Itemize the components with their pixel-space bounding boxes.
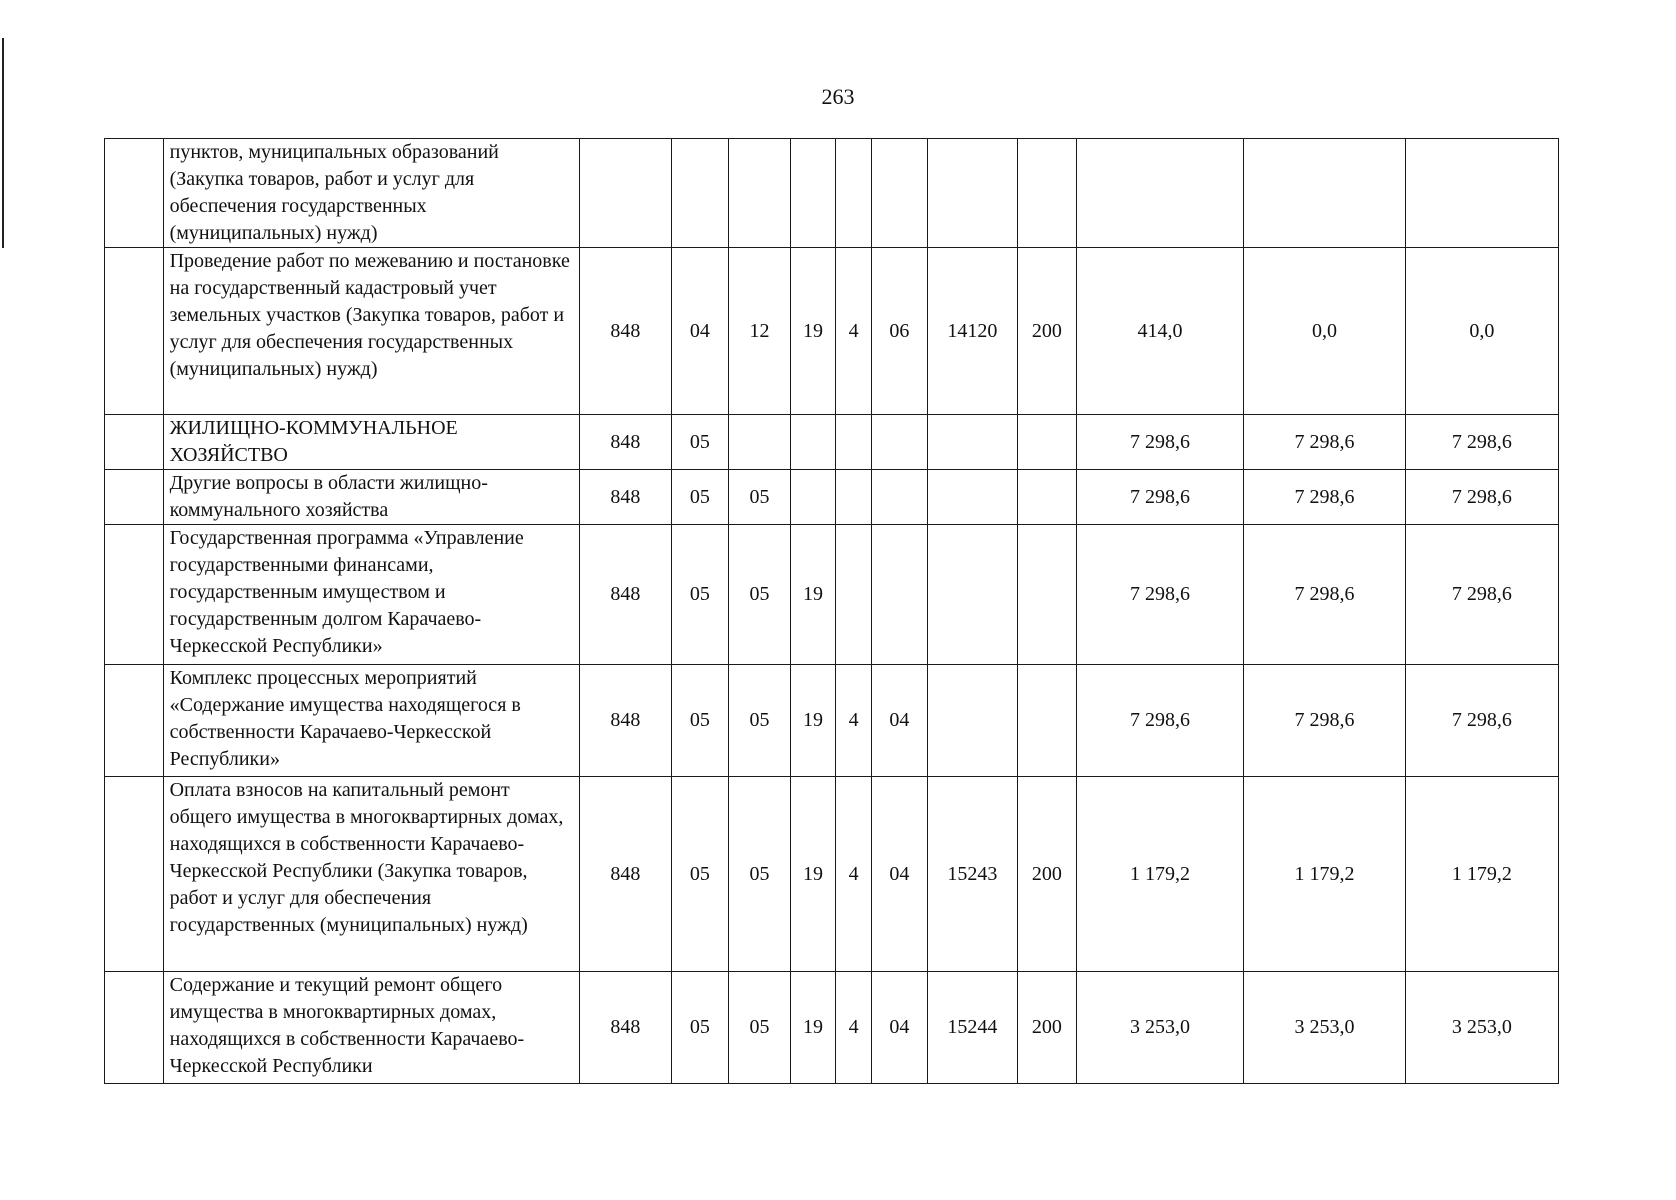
table-row xyxy=(105,139,1559,248)
amount-3-cell: 7 298,6 xyxy=(1405,470,1558,525)
subprogram-type-cell xyxy=(836,470,872,525)
subsection-code-cell: 05 xyxy=(729,972,791,1084)
amount-1-cell: 7 298,6 xyxy=(1076,415,1244,470)
subprogram-type-cell: 4 xyxy=(836,248,872,415)
program-code-cell: 19 xyxy=(790,248,835,415)
program-code-cell: 19 xyxy=(790,665,835,777)
activity-code-cell: 06 xyxy=(872,248,928,415)
ministry-code-cell: 848 xyxy=(580,777,672,972)
table-row xyxy=(105,972,1559,1084)
amount-2-cell: 3 253,0 xyxy=(1244,972,1405,1084)
item-name-cell: Другие вопросы в области жилищно-коммунального хозяйства xyxy=(163,470,579,525)
amount-2-cell: 7 298,6 xyxy=(1244,470,1405,525)
row-number-cell xyxy=(105,415,164,470)
section-code-cell: 05 xyxy=(671,525,729,665)
item-name-cell: пунктов, муниципальных образований (Закупка товаров, работ и услуг для обеспечения государственных (муниципальных) нужд) xyxy=(163,139,579,248)
amount-1-cell: 3 253,0 xyxy=(1076,972,1244,1084)
section-code-cell: 05 xyxy=(671,972,729,1084)
amount-2-cell xyxy=(1244,139,1405,248)
subsection-code-cell: 05 xyxy=(729,777,791,972)
ministry-code-cell: 848 xyxy=(580,248,672,415)
amount-1-cell: 1 179,2 xyxy=(1076,777,1244,972)
amount-2-cell: 7 298,6 xyxy=(1244,525,1405,665)
expense-type-cell xyxy=(1018,139,1077,248)
amount-1-cell: 7 298,6 xyxy=(1076,665,1244,777)
table-row xyxy=(105,415,1559,470)
row-number-cell xyxy=(105,470,164,525)
activity-code-cell: 04 xyxy=(872,972,928,1084)
activity-code-cell: 04 xyxy=(872,665,928,777)
row-number-cell xyxy=(105,972,164,1084)
section-code-cell: 05 xyxy=(671,665,729,777)
amount-3-cell: 7 298,6 xyxy=(1405,525,1558,665)
ministry-code-cell: 848 xyxy=(580,525,672,665)
table-row xyxy=(105,248,1559,415)
direction-code-cell xyxy=(927,139,1017,248)
amount-1-cell: 7 298,6 xyxy=(1076,470,1244,525)
scan-margin-line xyxy=(2,38,4,248)
program-code-cell: 19 xyxy=(790,972,835,1084)
page-number: 263 xyxy=(821,84,855,109)
amount-1-cell: 414,0 xyxy=(1076,248,1244,415)
section-code-cell xyxy=(671,139,729,248)
budget-table xyxy=(104,138,1559,1084)
expense-type-cell xyxy=(1018,415,1077,470)
row-number-cell xyxy=(105,139,164,248)
expense-type-cell: 200 xyxy=(1018,972,1077,1084)
program-code-cell: 19 xyxy=(790,777,835,972)
direction-code-cell xyxy=(927,665,1017,777)
section-code-cell: 05 xyxy=(671,415,729,470)
amount-2-cell: 7 298,6 xyxy=(1244,415,1405,470)
activity-code-cell xyxy=(872,525,928,665)
section-code-cell: 05 xyxy=(671,777,729,972)
item-name-cell: Государственная программа «Управление государственными финансами, государственным имуществом и государственным долгом Карачаево-Черкесской Республики» xyxy=(163,525,579,665)
activity-code-cell xyxy=(872,470,928,525)
amount-3-cell: 7 298,6 xyxy=(1405,665,1558,777)
subsection-code-cell: 05 xyxy=(729,665,791,777)
expense-type-cell: 200 xyxy=(1018,248,1077,415)
table-row xyxy=(105,665,1559,777)
direction-code-cell xyxy=(927,525,1017,665)
program-code-cell xyxy=(790,139,835,248)
expense-type-cell: 200 xyxy=(1018,777,1077,972)
subprogram-type-cell: 4 xyxy=(836,665,872,777)
activity-code-cell xyxy=(872,139,928,248)
program-code-cell xyxy=(790,415,835,470)
direction-code-cell: 15243 xyxy=(927,777,1017,972)
expense-type-cell xyxy=(1018,470,1077,525)
amount-2-cell: 1 179,2 xyxy=(1244,777,1405,972)
ministry-code-cell: 848 xyxy=(580,415,672,470)
subsection-code-cell: 05 xyxy=(729,470,791,525)
expense-type-cell xyxy=(1018,665,1077,777)
subprogram-type-cell xyxy=(836,525,872,665)
row-number-cell xyxy=(105,525,164,665)
direction-code-cell: 14120 xyxy=(927,248,1017,415)
amount-2-cell: 0,0 xyxy=(1244,248,1405,415)
amount-3-cell: 1 179,2 xyxy=(1405,777,1558,972)
table-row xyxy=(105,470,1559,525)
subprogram-type-cell xyxy=(836,415,872,470)
subsection-code-cell: 12 xyxy=(729,248,791,415)
ministry-code-cell: 848 xyxy=(580,470,672,525)
row-number-cell xyxy=(105,248,164,415)
subprogram-type-cell: 4 xyxy=(836,972,872,1084)
expense-type-cell xyxy=(1018,525,1077,665)
direction-code-cell xyxy=(927,470,1017,525)
direction-code-cell xyxy=(927,415,1017,470)
row-number-cell xyxy=(105,665,164,777)
direction-code-cell: 15244 xyxy=(927,972,1017,1084)
subsection-code-cell xyxy=(729,139,791,248)
program-code-cell: 19 xyxy=(790,525,835,665)
amount-3-cell: 0,0 xyxy=(1405,248,1558,415)
subsection-code-cell xyxy=(729,415,791,470)
item-name-cell: Комплекс процессных мероприятий «Содержание имущества находящегося в собственности Карачаево-Черкесской Республики» xyxy=(163,665,579,777)
item-name-cell: ЖИЛИЩНО-КОММУНАЛЬНОЕ ХОЗЯЙСТВО xyxy=(163,415,579,470)
section-code-cell: 04 xyxy=(671,248,729,415)
section-code-cell: 05 xyxy=(671,470,729,525)
row-number-cell xyxy=(105,777,164,972)
table-row xyxy=(105,777,1559,972)
item-name-cell: Проведение работ по межеванию и постановке на государственный кадастровый учет земельных участков (Закупка товаров, работ и услуг для обеспечения государственных (муниципальных) нужд) xyxy=(163,248,579,415)
ministry-code-cell xyxy=(580,139,672,248)
amount-3-cell: 7 298,6 xyxy=(1405,415,1558,470)
amount-3-cell: 3 253,0 xyxy=(1405,972,1558,1084)
ministry-code-cell: 848 xyxy=(580,972,672,1084)
amount-1-cell xyxy=(1076,139,1244,248)
table-row xyxy=(105,525,1559,665)
ministry-code-cell: 848 xyxy=(580,665,672,777)
activity-code-cell xyxy=(872,415,928,470)
amount-1-cell: 7 298,6 xyxy=(1076,525,1244,665)
amount-3-cell xyxy=(1405,139,1558,248)
item-name-cell: Оплата взносов на капитальный ремонт общего имущества в многоквартирных домах, находящихся в собственности Карачаево-Черкесской Республики (Закупка товаров, работ и услуг для обеспечения государственных (муниципальных) нужд) xyxy=(163,777,579,972)
table-body xyxy=(105,139,1559,1084)
program-code-cell xyxy=(790,470,835,525)
subsection-code-cell: 05 xyxy=(729,525,791,665)
amount-2-cell: 7 298,6 xyxy=(1244,665,1405,777)
activity-code-cell: 04 xyxy=(872,777,928,972)
subprogram-type-cell xyxy=(836,139,872,248)
subprogram-type-cell: 4 xyxy=(836,777,872,972)
item-name-cell: Содержание и текущий ремонт общего имущества в многоквартирных домах, находящихся в собственности Карачаево-Черкесской Республики xyxy=(163,972,579,1084)
